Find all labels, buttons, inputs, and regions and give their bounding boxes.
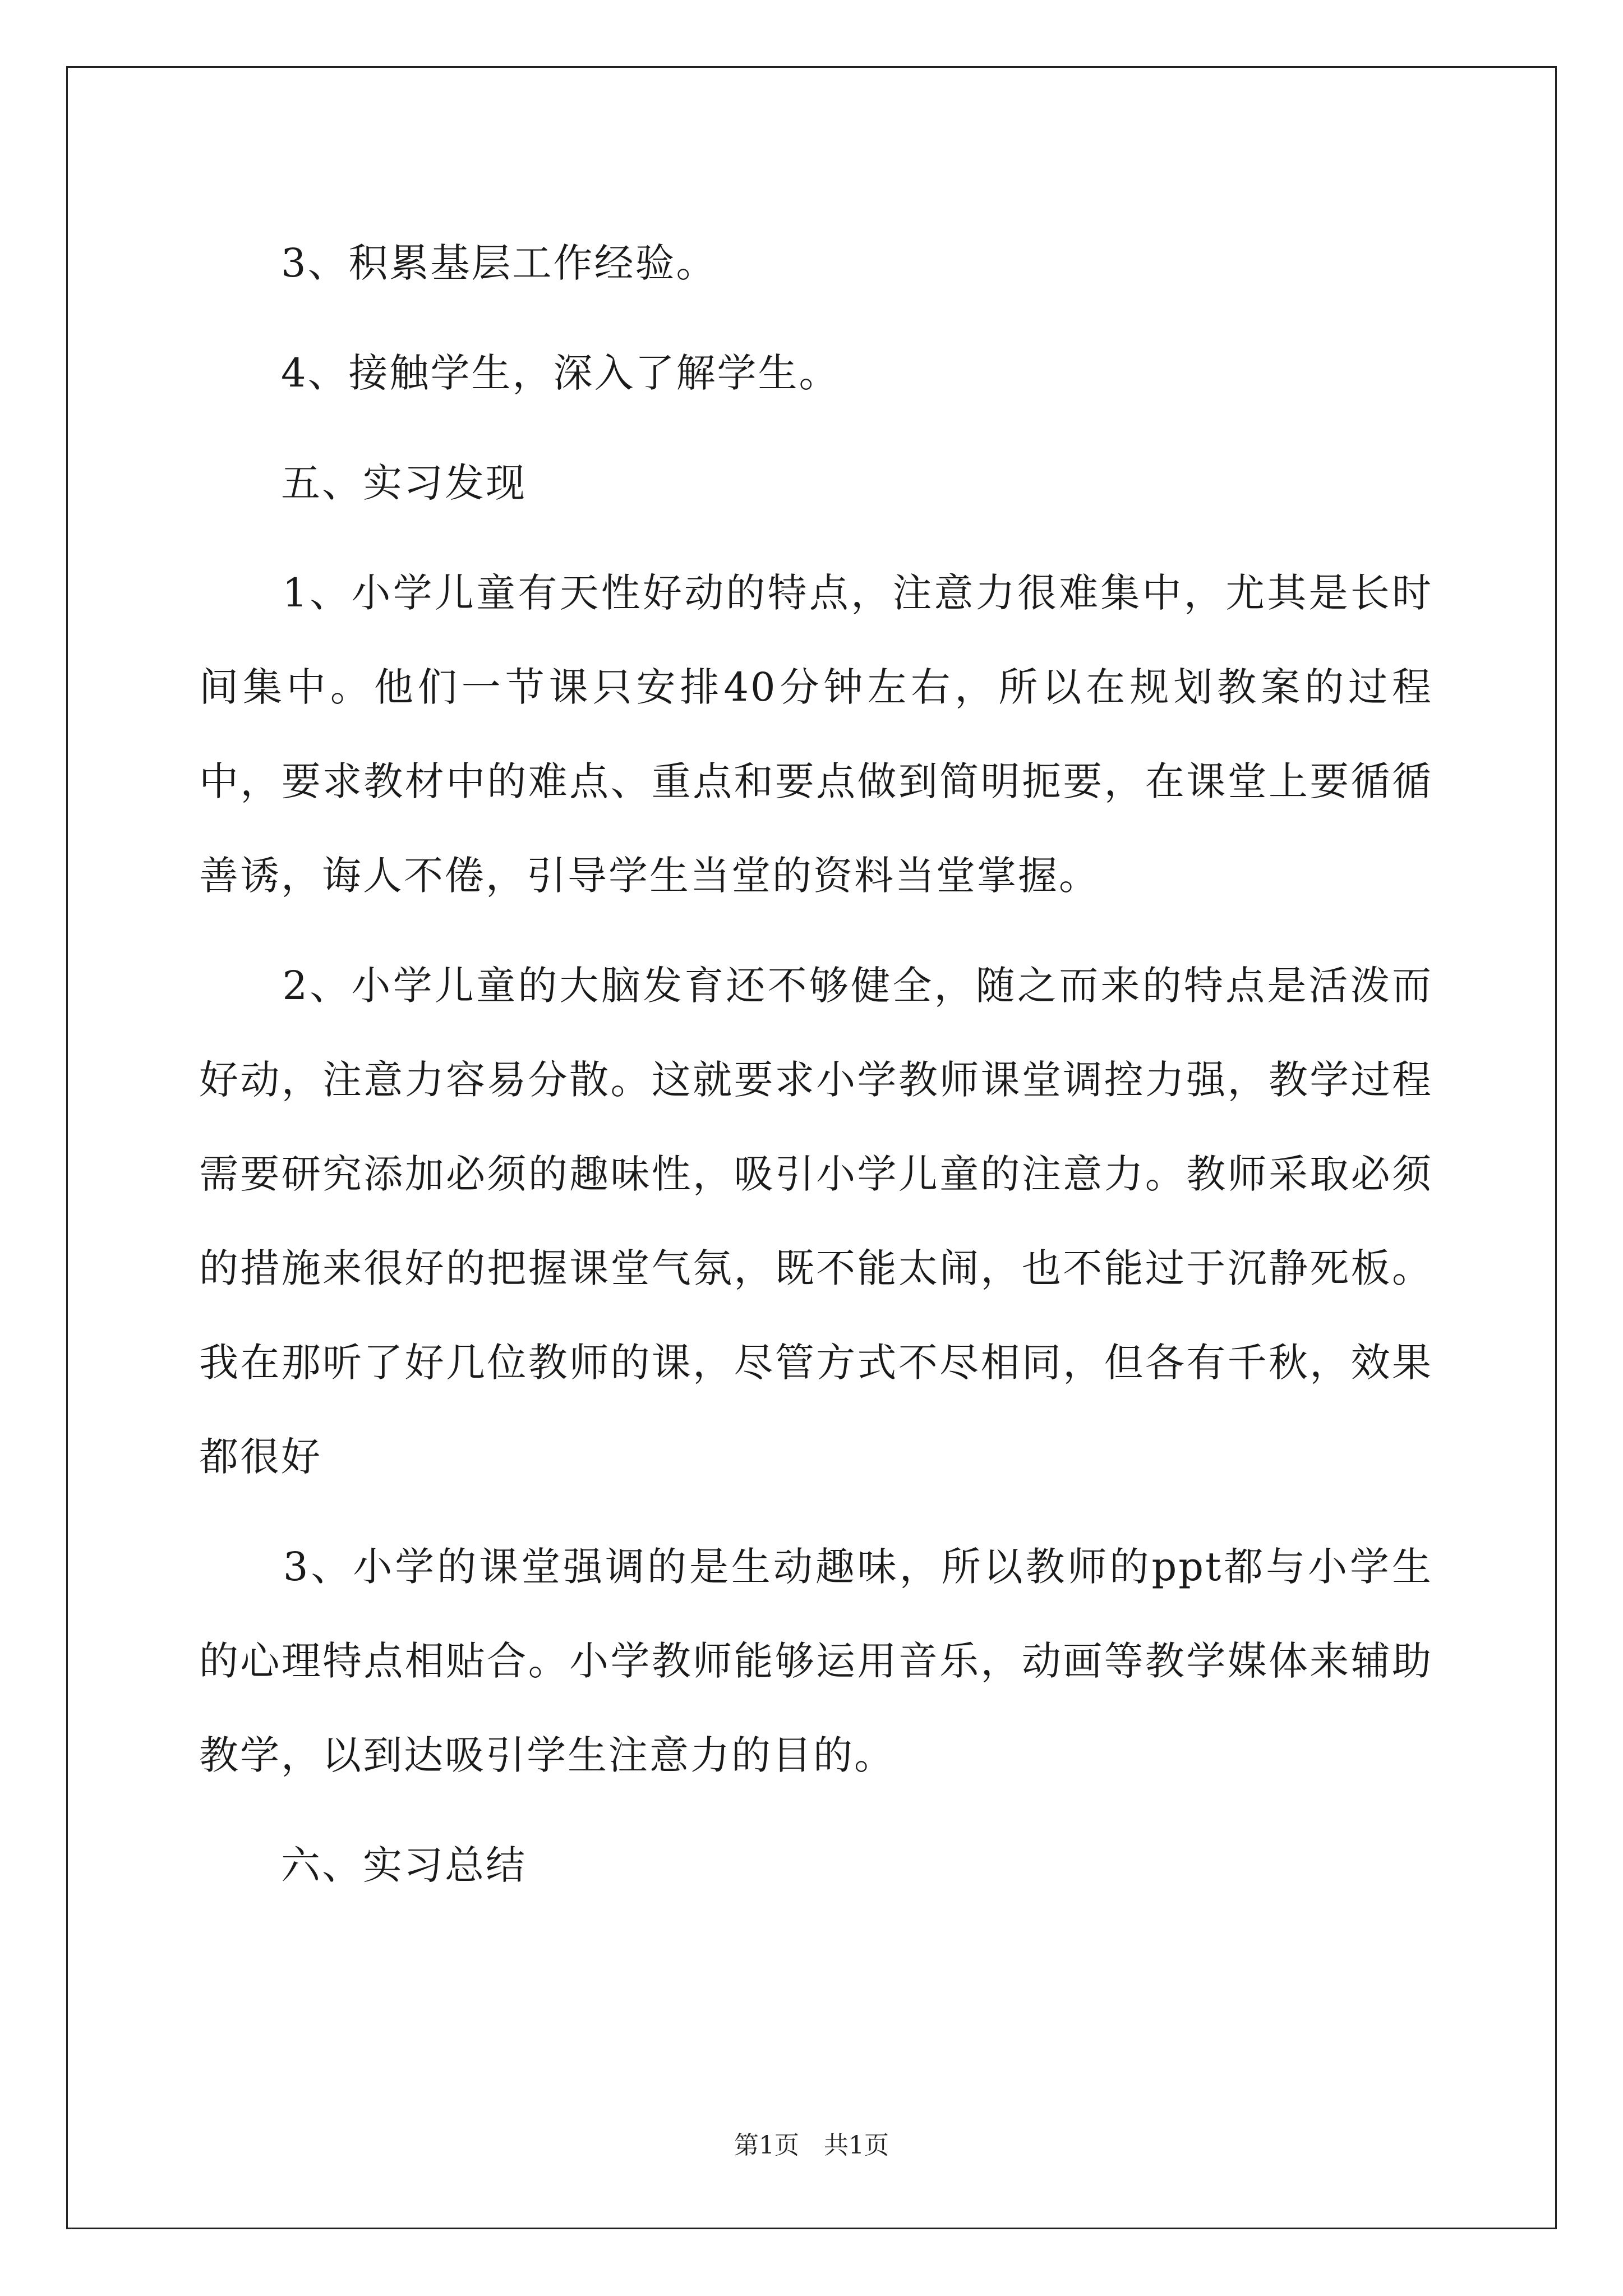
paragraph-item-4: 4、接触学生，深入了解学生。 [199, 350, 840, 396]
section-heading-summary: 六、实习总结 [199, 1842, 527, 1888]
page-footer: 第1页 共1页 [734, 2131, 889, 2160]
finding-paragraph-2: 2、小学儿童的大脑发育还不够健全，随之而来的特点是活泼而好动，注意力容易分散。这就要求小学教师课堂调控力强，教学过程需要研究添加必须的趣味性，吸引小学儿童的注意力。教师采取必须的措施来很好的把握课堂气氛，既不能太闹，也不能过于沉静死板。我在那听了好几位教师的课，尽管方式不尽相同，但各有千秋，效果都很好 [199, 963, 1433, 1480]
finding-paragraph-3: 3、小学的课堂强调的是生动趣味，所以教师的ppt都与小学生的心理特点相贴合。小学教师能够运用音乐，动画等教学媒体来辅助教学，以到达吸引学生注意力的目的。 [199, 1544, 1433, 1778]
section-heading-findings: 五、实习发现 [199, 460, 527, 506]
document-body [199, 216, 1433, 1912]
finding-paragraph-1: 1、小学儿童有天性好动的特点，注意力很难集中，尤其是长时间集中。他们一节课只安排40分钟左右，所以在规划教案的过程中，要求教材中的难点、重点和要点做到简明扼要，在课堂上要循循善诱，诲人不倦，引导学生当堂的资料当堂掌握。 [199, 570, 1433, 899]
paragraph-item-3: 3、积累基层工作经验。 [199, 240, 717, 286]
